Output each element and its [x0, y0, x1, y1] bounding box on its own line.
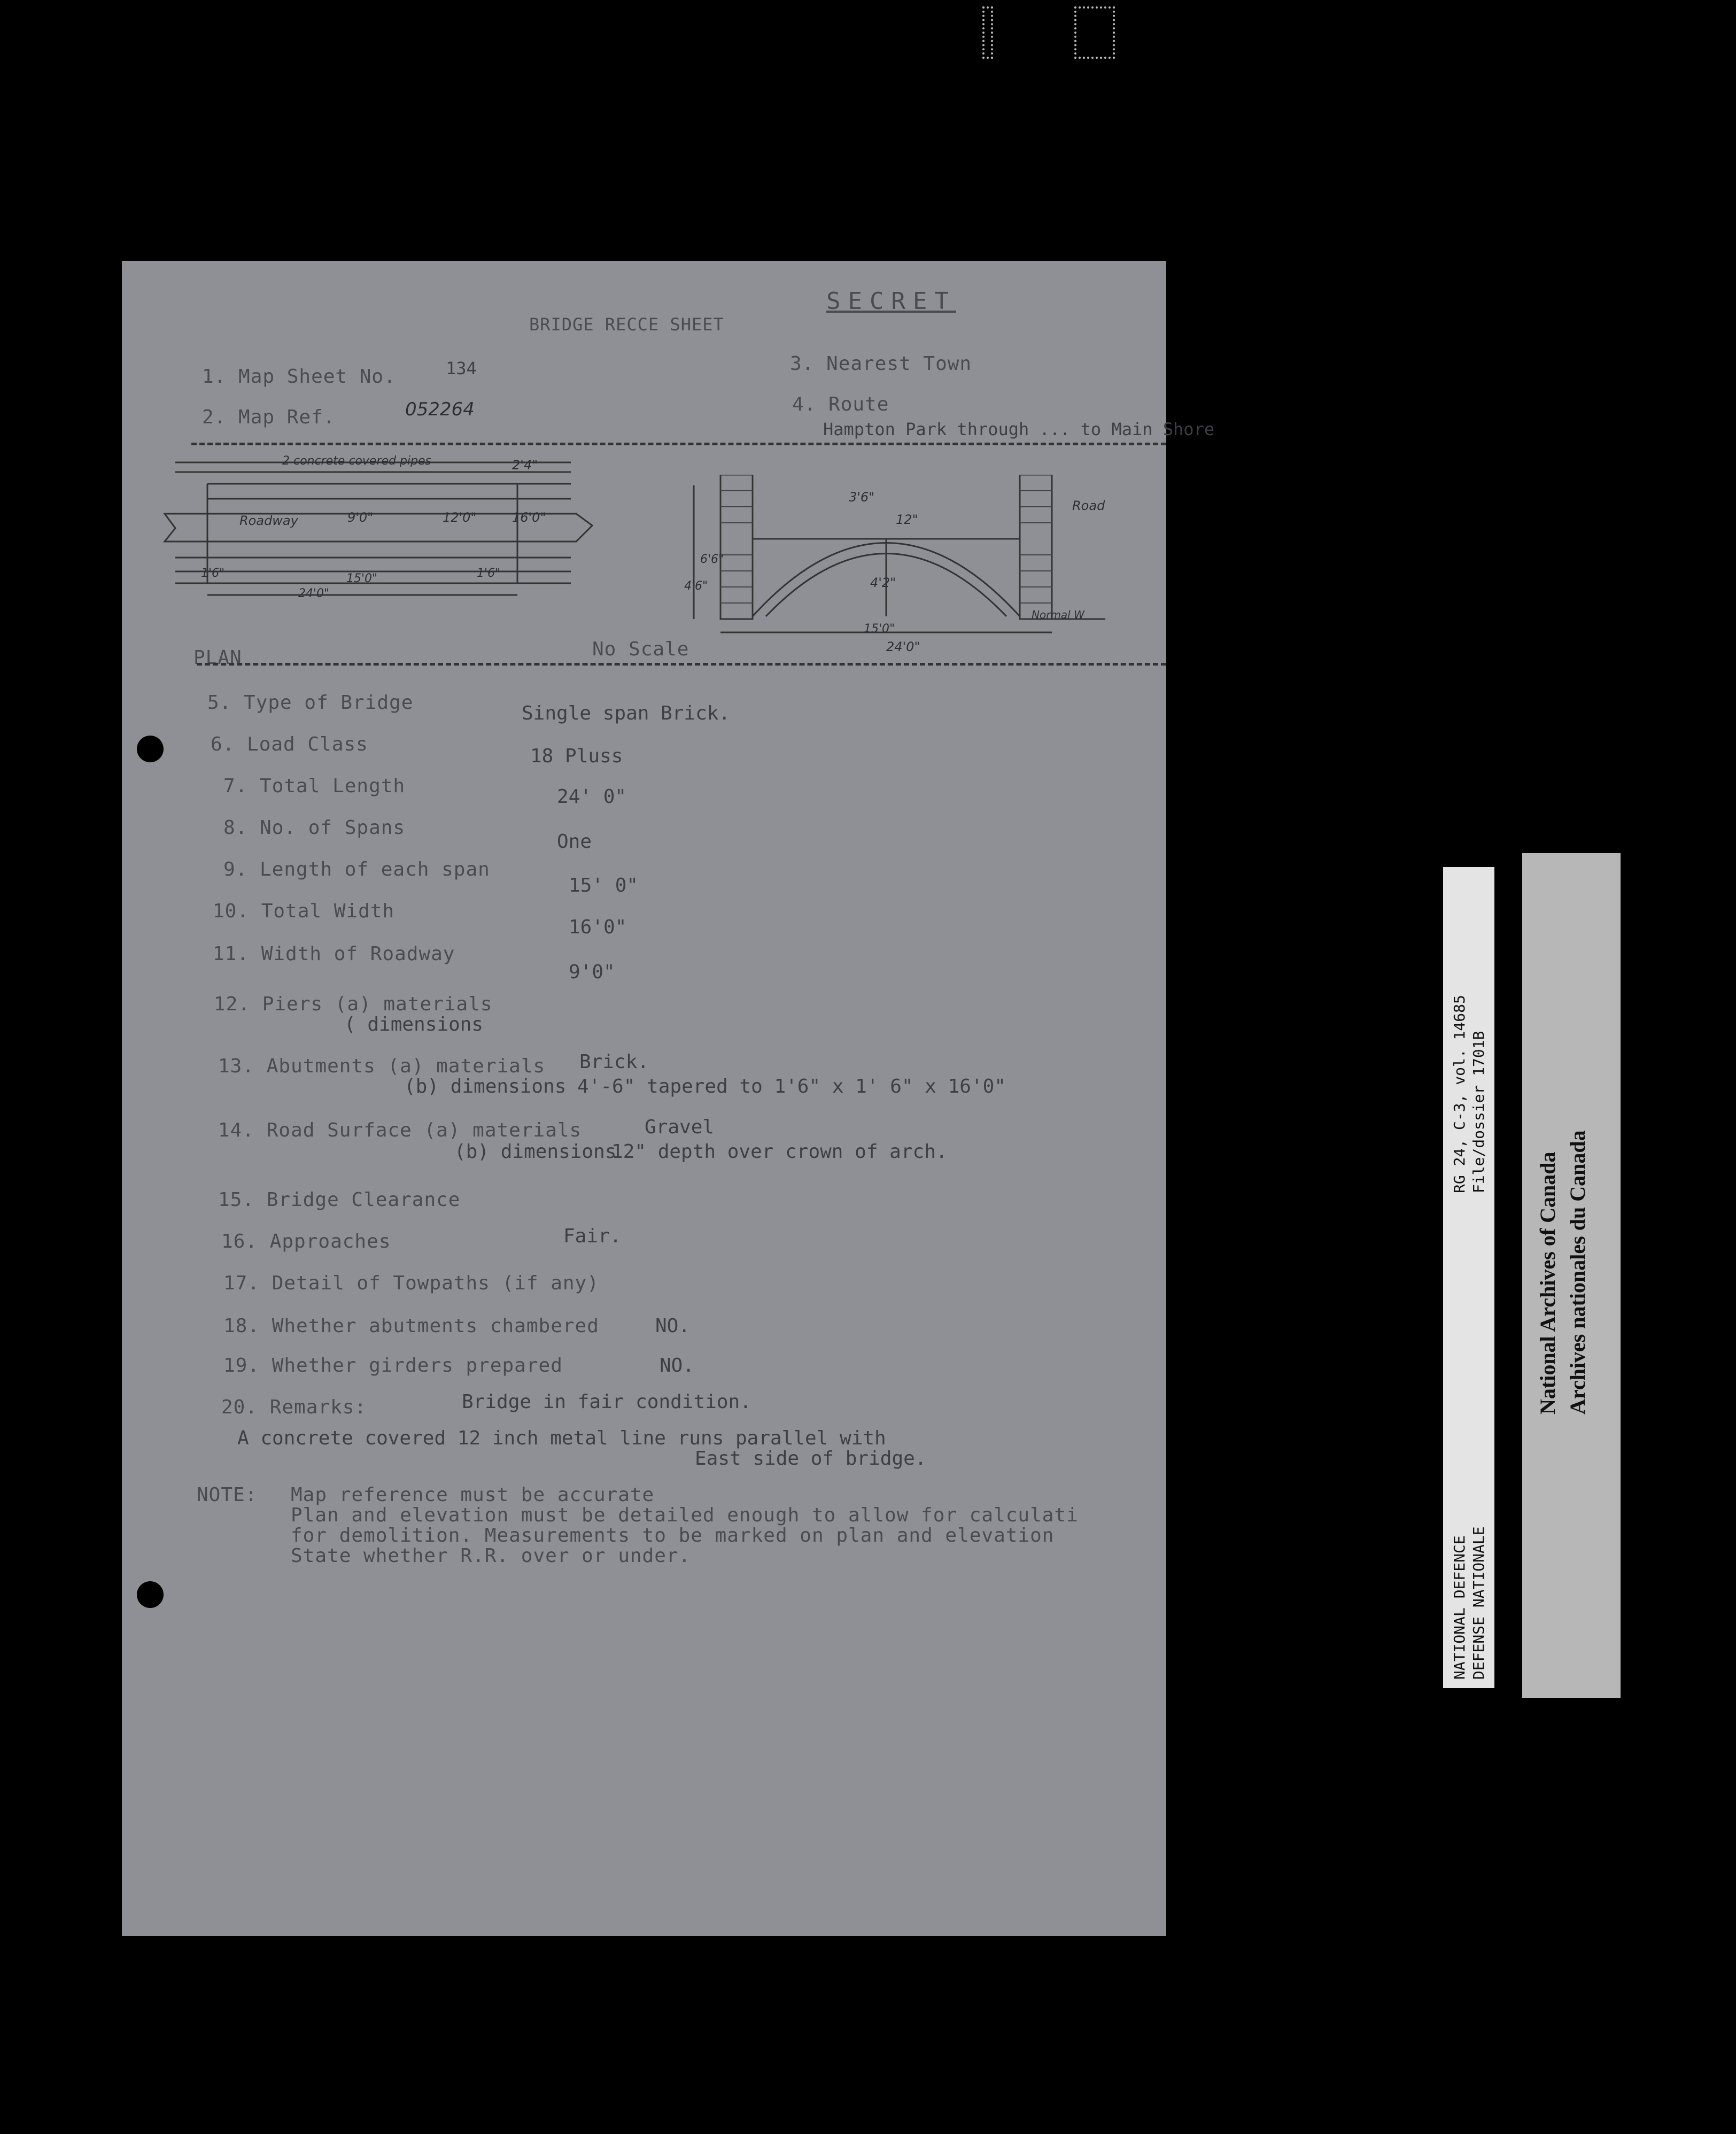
item-subvalue: 4'-6" tapered to 1'6" x 1' 6" x 16'0"	[577, 1076, 1006, 1097]
item-value: One	[557, 831, 592, 853]
note-line: State whether R.R. over or under.	[291, 1545, 691, 1567]
plan-annotation: 2 concrete covered pipes	[282, 454, 432, 468]
item-label: 20. Remarks:	[221, 1396, 367, 1418]
divider-lower	[197, 663, 1166, 666]
item-subvalue: 12" depth over crown of arch.	[611, 1141, 948, 1163]
recce-sheet	[122, 261, 1215, 1936]
map-ref-value: 052264	[405, 399, 475, 420]
route-value: Hampton Park through ... to Main Shore	[823, 419, 1215, 439]
item-label: 19. Whether girders prepared	[223, 1355, 563, 1377]
film-frame-mark	[982, 6, 993, 59]
remarks-note-line: East side of bridge.	[695, 1448, 927, 1470]
elevation-annotation: 12"	[896, 512, 918, 527]
archive-reference-label	[1443, 867, 1494, 1688]
elevation-annotation: Road	[1072, 498, 1105, 513]
item-label: 15. Bridge Clearance	[218, 1189, 461, 1211]
film-frame-mark	[1074, 6, 1115, 59]
item-sublabel: ( dimensions	[344, 1014, 484, 1035]
note-line: for demolition. Measurements to be marked on plan and elevation	[291, 1525, 1055, 1547]
elevation-annotation: 3'6"	[849, 490, 875, 505]
map-ref-label: 2. Map Ref.	[202, 406, 336, 428]
item-value: NO.	[655, 1315, 691, 1337]
item-label: 6. Load Class	[211, 733, 368, 755]
map-sheet-label: 1. Map Sheet No.	[202, 366, 396, 388]
item-label: 14. Road Surface (a) materials	[218, 1119, 582, 1141]
item-value: 9'0"	[569, 961, 615, 983]
item-label: 5. Type of Bridge	[207, 692, 414, 714]
plan-annotation: 24'0"	[298, 587, 330, 600]
archive-name-en: National Archives of Canada	[1536, 1151, 1560, 1414]
plan-annotation: 15'0"	[346, 572, 378, 585]
archive-name-fr: Archives nationales du Canada	[1565, 1130, 1590, 1414]
item-sublabel: (b) dimensions	[404, 1076, 567, 1097]
plan-annotation: 9'0"	[347, 510, 374, 525]
item-label: 12. Piers (a) materials	[214, 993, 493, 1015]
item-value: Fair.	[563, 1225, 622, 1247]
item-label: 7. Total Length	[223, 775, 406, 797]
plan-annotation: 1'6"	[477, 567, 501, 580]
item-value: Gravel	[645, 1116, 715, 1138]
item-label: 11. Width of Roadway	[213, 943, 455, 965]
item-value: 18 Pluss	[530, 745, 623, 767]
plan-annotation: Roadway	[239, 513, 298, 528]
item-value: 16'0"	[569, 916, 627, 938]
elevation-annotation: 6'6"	[700, 553, 724, 566]
plan-annotation: 1'6"	[201, 567, 225, 580]
map-sheet-value: 134	[446, 358, 477, 378]
item-label: 10. Total Width	[213, 900, 395, 922]
elevation-annotation: Normal W	[1032, 608, 1084, 621]
elevation-annotation: 4'2"	[870, 575, 896, 590]
archive-reference-line: RG 24, C-3, vol. 14685	[1451, 995, 1468, 1193]
note-line: Map reference must be accurate	[291, 1484, 655, 1506]
item-value: 24' 0"	[557, 786, 627, 808]
item-label: 8. No. of Spans	[223, 817, 406, 839]
punch-hole	[137, 1581, 164, 1608]
item-label: 9. Length of each span	[223, 859, 490, 880]
elevation-annotation: 4'6"	[684, 579, 708, 593]
elevation-annotation: 24'0"	[886, 639, 920, 654]
punch-hole	[137, 736, 164, 762]
archives-canada-label	[1522, 853, 1621, 1698]
item-label: 13. Abutments (a) materials	[218, 1055, 546, 1077]
item-label: 17. Detail of Towpaths (if any)	[223, 1272, 599, 1294]
note-label: NOTE:	[197, 1484, 258, 1506]
item-label: 16. Approaches	[221, 1231, 391, 1252]
route-label: 4. Route	[792, 393, 889, 415]
item-value: NO.	[660, 1355, 695, 1377]
plan-drawing	[154, 451, 688, 606]
plan-annotation: 12'0"	[443, 510, 477, 525]
plan-annotation: 2'4"	[512, 458, 538, 473]
secret-stamp: SECRET	[826, 288, 956, 315]
item-sublabel: (b) dimensions	[454, 1141, 617, 1163]
department-line: NATIONAL DEFENCE	[1451, 1535, 1468, 1680]
department-line: DEFENSE NATIONALE	[1470, 1526, 1487, 1680]
plan-label: PLAN	[193, 647, 242, 669]
item-value: 15' 0"	[569, 875, 639, 896]
remarks-note-line: A concrete covered 12 inch metal line runs parallel with	[237, 1427, 886, 1449]
scale-label: No Scale	[592, 638, 689, 660]
item-value: Bridge in fair condition.	[462, 1391, 751, 1413]
item-value: Brick.	[579, 1051, 649, 1073]
item-label: 18. Whether abutments chambered	[223, 1315, 599, 1337]
plan-annotation: 16'0"	[512, 510, 546, 525]
elevation-annotation: 15'0"	[864, 622, 895, 636]
archive-reference-line: File/dossier 1701B	[1470, 1031, 1487, 1193]
item-value: Single span Brick.	[522, 702, 731, 724]
nearest-town-label: 3. Nearest Town	[790, 353, 972, 375]
divider-upper	[191, 443, 1166, 445]
sheet-title: BRIDGE RECCE SHEET	[529, 314, 724, 335]
note-line: Plan and elevation must be detailed enough to allow for calculati	[291, 1504, 1079, 1526]
